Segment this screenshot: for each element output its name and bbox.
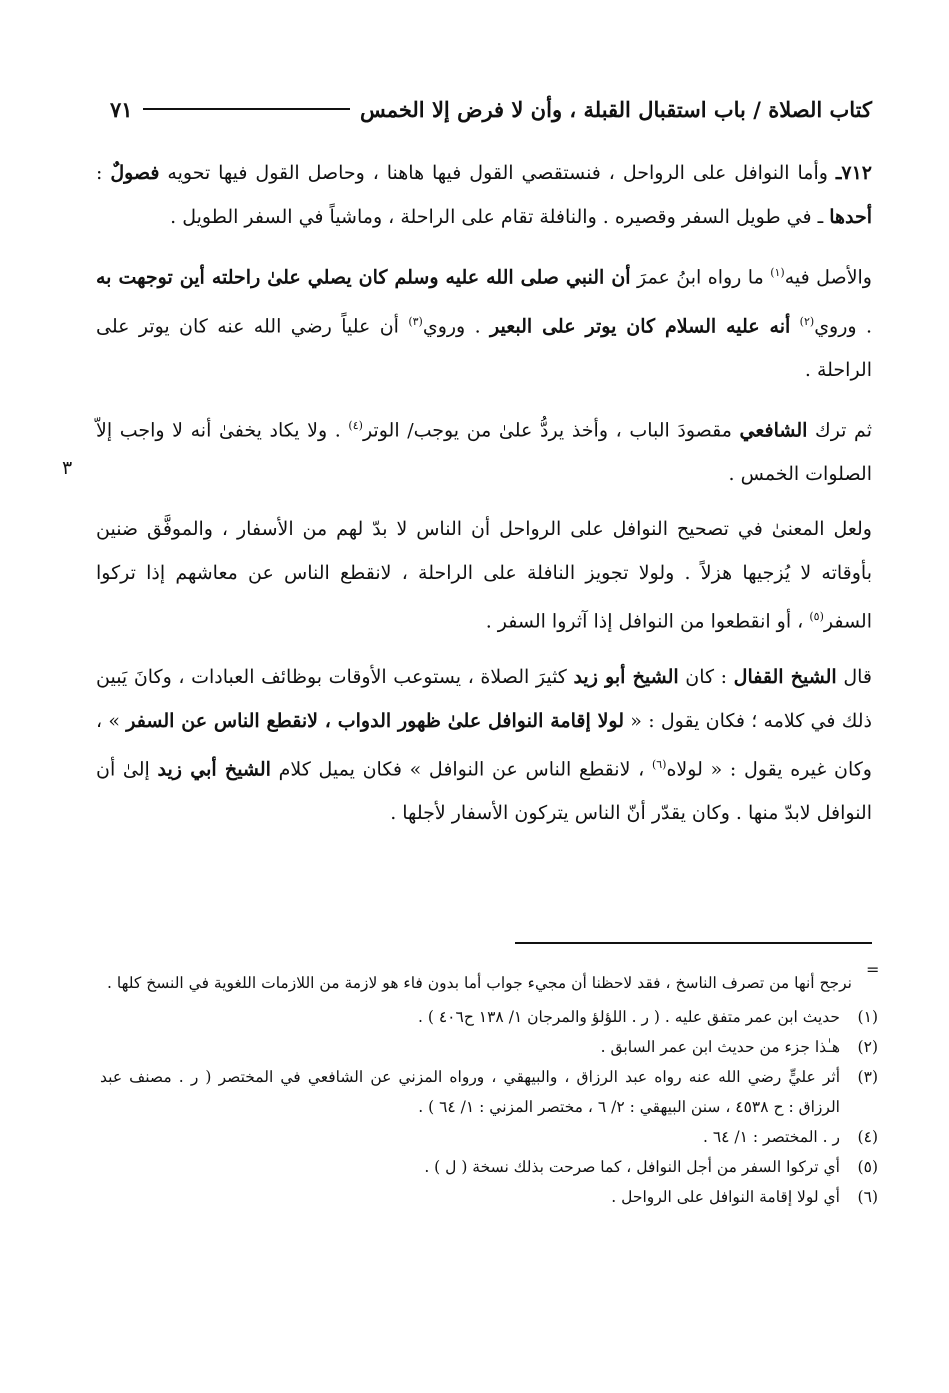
paragraph-number: ٧١٢ـ <box>835 162 873 184</box>
hadith-text: أنه عليه السلام كان يوتر على البعير <box>489 315 791 338</box>
quote-text: لولا إقامة النوافل علىٰ ظهور الدواب ، لانقطع الناس عن السفر <box>126 709 625 732</box>
footnote <box>100 1182 878 1212</box>
text-run: : كان <box>678 666 734 689</box>
text-run: ولعل المعنىٰ في تصحيح النوافل على الرواحل أن الناس لا بدّ لهم من الأسفار ، والموفَّق ضنين بأوقاته لا يُزجيها هزلاً . ولولا تجويز النافلة على الراحلة ، لانقطع الناس عن معاشهم إذا تركوا السفر <box>96 518 872 633</box>
text-run: أن علياً رضي الله عنه كان يوتر على الراحلة . <box>96 315 872 381</box>
text-run: ـ في طويل السفر وقصيره . والنافلة تقام على الراحلة ، وماشياً في السفر الطويل . <box>170 205 830 228</box>
bold-term: الشيخ القفال <box>733 666 837 689</box>
paragraph-qaffal <box>96 656 872 835</box>
footnote <box>100 1122 878 1152</box>
footnote-continuation: نرجح أنها من تصرف الناسخ ، فقد لاحظنا أن مجيء جواب أما بدون فاء هو لازمة من اللازمات اللغوية في النسخ كلها . <box>107 974 852 992</box>
running-header <box>110 92 872 126</box>
text-run: وأما النوافل على الرواحل ، فنستقصي القول فيها هاهنا ، وحاصل القول فيها تحويه <box>159 162 836 184</box>
footnote <box>100 1032 878 1062</box>
paragraph-712 <box>96 152 872 239</box>
footnote <box>100 1152 878 1182</box>
paragraph-shafii <box>96 404 872 496</box>
margin-note: ٣ <box>62 457 73 479</box>
text-run: . ولا يكاد يخفىٰ أنه لا واجب إلاّ الصلوات الخمس . <box>96 419 872 485</box>
text-run: مقصودَ الباب ، وأخذ يردُّ علىٰ من يوجب/ الوتر <box>362 419 740 442</box>
footnote-ref: (٣) <box>408 314 423 328</box>
paragraph-origin <box>96 251 872 392</box>
text-run: إلىٰ أن النوافل لابدّ منها . وكان يقدّر أنّ الناس يتركون الأسفار لأجلها . <box>96 758 872 825</box>
continuation-mark: = <box>866 960 880 979</box>
text-run: والأصل فيه <box>784 266 872 289</box>
paragraph-meaning <box>96 508 872 644</box>
text-run: . وروي <box>814 315 872 338</box>
bold-term: فصولٌ <box>110 162 160 184</box>
footnote-ref: (٦) <box>651 758 667 772</box>
footnote-text: أي لولا إقامة النوافل على الرواحل . <box>611 1188 840 1206</box>
text-run: قال <box>836 666 872 689</box>
footnote-number: (٦) <box>857 1188 878 1206</box>
text-run: . وروي <box>422 315 490 338</box>
footnote-number: (١) <box>857 1008 878 1026</box>
text-run: ، لانقطع الناس عن النوافل » فكان يميل كلام <box>270 758 652 781</box>
footnote-text: أثر عليٍّ رضي الله عنه رواه عبد الرزاق ، والبيهقي ، ورواه المزني عن الشافعي في المختصر ( ر . مصنف عبد الرزاق : ح ٤٥٣٨ ، سنن البيهقي : ٢/ ٦ ، مختصر المزني : ١/ ٦٤ ) . <box>100 1068 840 1116</box>
text-run: ، أو انقطعوا من النوافل إذا آثروا السفر . <box>485 610 810 633</box>
text-run: ما رواه ابنُ عمرَ <box>630 266 771 289</box>
footnote-text: ر . المختصر : ١/ ٦٤ . <box>702 1128 840 1146</box>
footnote-ref: (٤) <box>348 419 363 433</box>
footnote <box>100 1002 878 1032</box>
footnote-number: (٥) <box>857 1158 878 1176</box>
footnote-number: (٣) <box>857 1068 878 1086</box>
footnote-ref: (١) <box>770 266 785 279</box>
main-text <box>96 152 872 848</box>
footnote-ref: (٥) <box>809 610 824 624</box>
text-run: كثيرَ الصلاة ، يستوعب الأوقات بوظائف العبادات ، وكانَ يَبين ذلك في كلامه ؛ فكان يقول : « <box>96 666 872 732</box>
bold-term: الشيخ أبو زيد <box>573 666 679 689</box>
bold-term: أحدها <box>829 205 872 228</box>
footnote <box>100 1062 878 1122</box>
footnote-text: حديث ابن عمر متفق عليه . ( ر . اللؤلؤ والمرجان ١/ ١٣٨ ح٤٠٦ ) . <box>418 1008 840 1026</box>
footnote-number: (٤) <box>857 1128 878 1146</box>
page-number: ٧١ <box>110 96 133 122</box>
header-rule <box>143 108 350 110</box>
text-run: » ، وكان غيره يقول : « لولاه <box>96 709 872 781</box>
hadith-text: أن النبي صلى الله عليه وسلم كان يصلي علىٰ راحلته أين توجهت به <box>96 266 631 289</box>
header-title: كتاب الصلاة / باب استقبال القبلة ، وأن لا فرض إلا الخمس <box>359 96 872 122</box>
text-run: : <box>96 162 111 184</box>
footnote-text: هـٰذا جزء من حديث ابن عمر السابق . <box>600 1038 840 1056</box>
text-run: ثم ترك <box>807 419 872 442</box>
bold-term: الشافعي <box>739 419 808 442</box>
footnote-text: أي تركوا السفر من أجل النوافل ، كما صرحت بذلك نسخة ( ل ) . <box>424 1158 840 1176</box>
text-run <box>790 315 799 337</box>
bold-term: الشيخ أبي زيد <box>157 758 271 781</box>
footnote-number: (٢) <box>857 1038 878 1056</box>
footnote-divider <box>515 942 872 944</box>
footnotes <box>100 968 878 1212</box>
footnote-ref: (٢) <box>799 314 815 328</box>
